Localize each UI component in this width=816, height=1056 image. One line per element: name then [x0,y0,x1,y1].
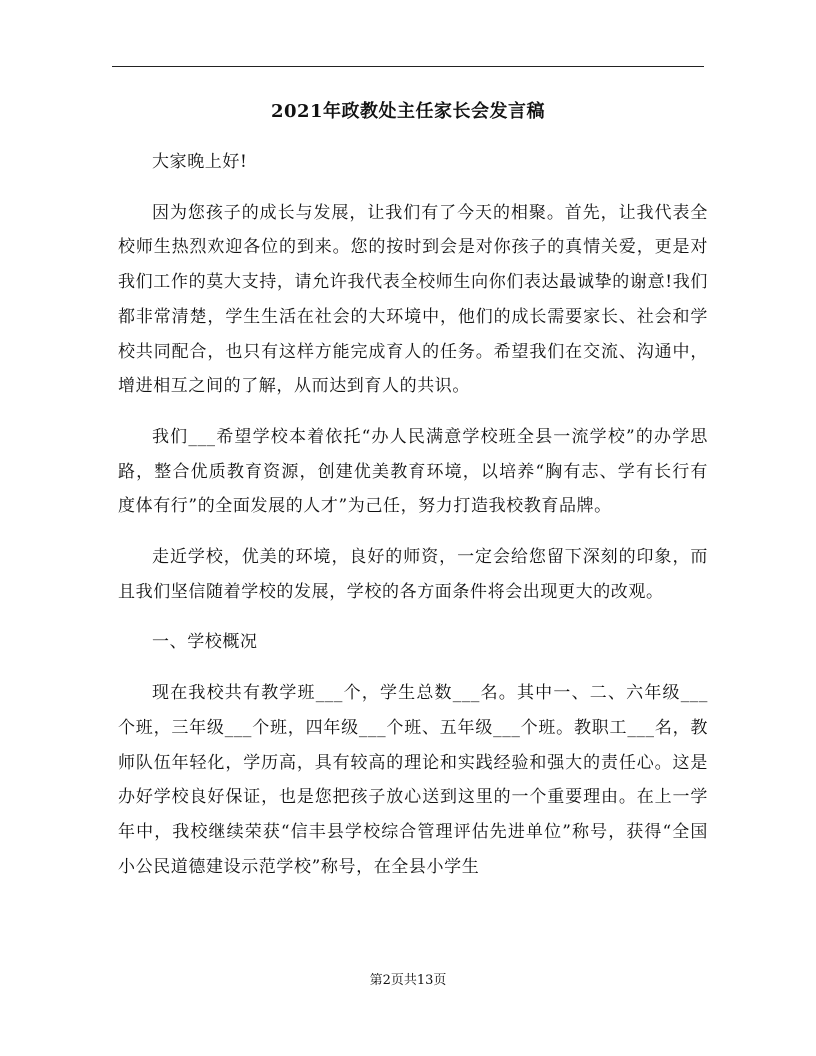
document-title: 2021年政教处主任家长会发言稿 [270,101,546,122]
section-heading: 一、学校概况 [152,632,258,653]
body-paragraph: 因为您孩子的成长与发展，让我们有了今天的相聚。首先，让我代表全校师生热烈欢迎各位的到来。您的按时到会是对你孩子的真情关爱，更是对我们工作的莫大支持，请允许我代表全校师生向你们表达最诚挚的谢意!我们都非常清楚，学生生活在社会的大环境中，他们的成长需要家长、社会和学校共同配合，也只有这样方能完成育人的任务。希望我们在交流、沟通中，增进相互之间的了解，从而达到育人的共识。 [118,202,708,397]
body-paragraph: 现在我校共有教学班___个，学生总数___名。其中一、二、六年级___个班，三年级___个班，四年级___个班、五年级___个班。教职工___名，教师队伍年轻化，学历高，具有较高的理论和实践经验和强大的责任心。这是办好学校良好保证，也是您把孩子放心送到这里的一个重要理由。在上一学年中，我校继续荣获“信丰县学校综合管理评估先进单位”称号，获得“全国小公民道德建设示范学校”称号，在全县小学生 [118,683,708,877]
greeting-paragraph: 大家晚上好! [152,152,248,172]
header-rule [112,66,704,67]
document-body [118,145,708,900]
page-number-footer: 第2页共13页 [369,973,447,988]
body-paragraph: 我们___希望学校本着依托“办人民满意学校班全县一流学校”的办学思路，整合优质教育资源，创建优美教育环境，以培养“胸有志、学有长行有度体有行”的全面发展的人才”为己任，努力打造我校教育品牌。 [118,426,708,517]
body-paragraph: 走近学校，优美的环境，良好的师资，一定会给您留下深刻的印象，而且我们坚信随着学校的发展，学校的各方面条件将会出现更大的改观。 [118,547,708,602]
